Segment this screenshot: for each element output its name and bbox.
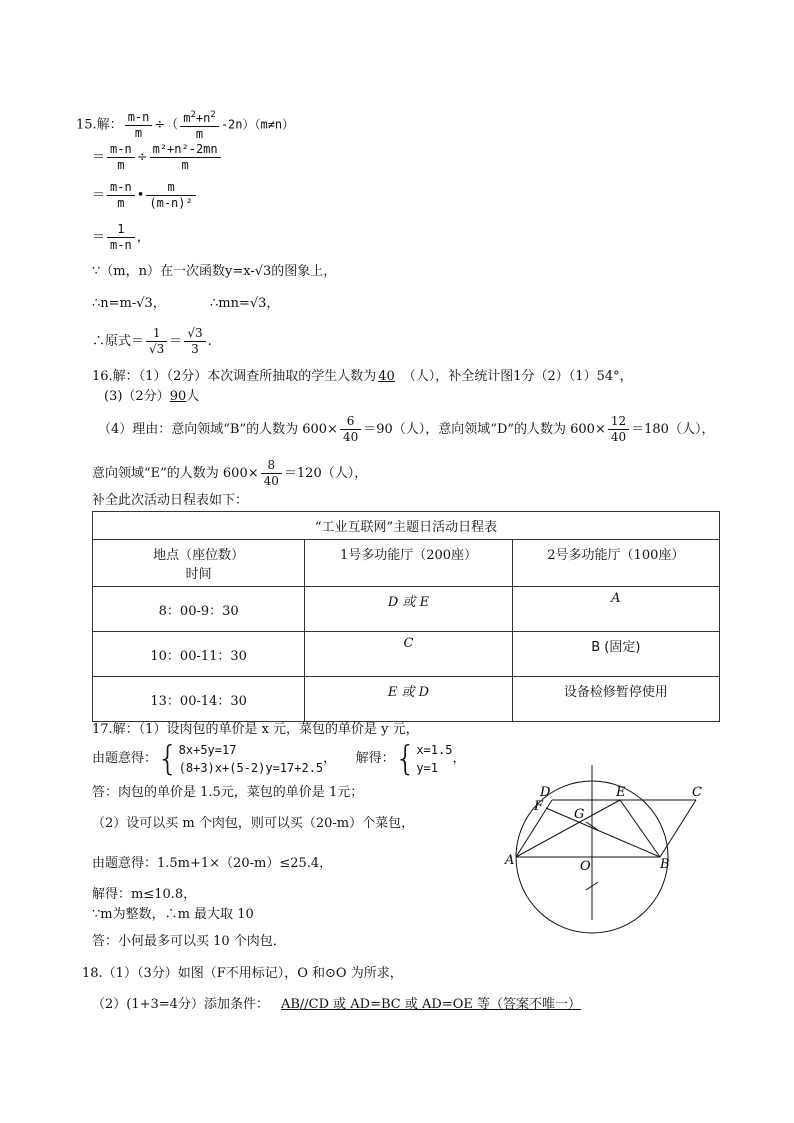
p17-line4: （2）设可以买 m 个肉包，则可以买（20-m）个菜包，: [92, 816, 415, 831]
text: （人），补全统计图1分（2）（1）54°，: [402, 369, 633, 384]
fraction-numerator: 6: [340, 414, 361, 430]
table-cell-time: 8：00-9：30: [93, 587, 305, 632]
fraction: [184, 326, 205, 357]
comma: ，: [452, 751, 466, 766]
fraction: [340, 414, 361, 445]
fraction-numerator: 8: [261, 458, 282, 474]
fraction-numerator: 1: [146, 326, 167, 342]
p16-line1: [92, 368, 633, 386]
fraction-numerator: $m^2+n^2$: [180, 108, 219, 127]
divide-op: ÷: [136, 150, 148, 165]
fraction: [150, 142, 221, 173]
header-cell: 2号多功能厅（100座）: [512, 540, 719, 587]
label-e: E: [616, 785, 626, 800]
fraction-numerator: 1: [107, 222, 135, 238]
table-row: [93, 587, 720, 632]
p15-line7: [92, 326, 212, 357]
p15-line6a: ∴n=m-√3，: [92, 296, 166, 311]
schedule-table: [92, 511, 720, 722]
text: ＝90（人），意向领域“D”的人数为 600×: [363, 422, 606, 437]
p17-line8: 答：小何最多可以买 10 个肉包．: [92, 934, 286, 949]
fraction-denominator: 3: [191, 342, 199, 356]
divide-op: ÷（: [154, 117, 179, 133]
header-label: 时间: [185, 567, 212, 582]
label: ∴原式＝: [92, 334, 145, 349]
p18-line2: [92, 996, 581, 1014]
answer-blank: 40: [378, 369, 395, 384]
label-c: C: [692, 785, 702, 800]
equals: ＝: [92, 150, 106, 165]
num-part: +n: [195, 111, 211, 125]
solution-system: [416, 741, 452, 777]
text: ＝180（人），: [631, 422, 715, 437]
p16-line4: [92, 458, 367, 489]
p15-line6b: ∴mn=√3，: [210, 296, 280, 311]
fraction: [180, 108, 219, 142]
period: .: [207, 334, 212, 349]
p15-head: 15.解：: [76, 117, 123, 133]
p18-line1: 18.（1）（3分）如图（F不用标记），O 和⊙O 为所求，: [82, 966, 403, 981]
p15-line3: [92, 180, 198, 211]
fraction-numerator: m-n: [107, 142, 135, 158]
fraction-numerator: m-n: [125, 110, 153, 126]
fraction-denominator: m-n: [110, 238, 132, 252]
table-row: [93, 632, 720, 677]
label-o: O: [580, 859, 591, 874]
equation-system: [179, 741, 324, 777]
fraction: [146, 180, 195, 211]
label-g: G: [574, 807, 585, 822]
answer-blank: AB//CD 或 AD=BC 或 AD=OE 等（答案不唯一）: [280, 997, 581, 1012]
fraction: [608, 414, 629, 445]
fraction-denominator: m: [195, 127, 204, 141]
answer-blank: 90: [169, 389, 187, 404]
header-cell: 1号多功能厅（200座）: [305, 540, 512, 587]
text: ＝120（人），: [283, 466, 368, 481]
table-cell: B (固定): [512, 632, 719, 677]
equation: y=1: [416, 761, 438, 775]
text: 由题意得：: [92, 751, 158, 766]
text: 16.解：（1）（2分）本次调查所抽取的学生人数为: [92, 369, 377, 384]
fraction-numerator: m²+n²-2mn: [150, 142, 221, 158]
p16-line5: 补全此次活动日程表如下：: [92, 493, 249, 508]
equals: ＝: [92, 188, 106, 203]
table-title: “工业互联网”主题日活动日程表: [93, 512, 720, 540]
equals: ＝: [92, 230, 106, 245]
text: ， 解得：: [323, 751, 395, 766]
fraction-denominator: 40: [342, 430, 359, 444]
header-cell: [93, 540, 305, 587]
fraction-denominator: m: [117, 158, 125, 172]
table-cell: E 或 D: [305, 677, 512, 722]
text: 意向领域“E”的人数为 600×: [92, 466, 259, 481]
p17-line6: 解得：m≤10.8，: [92, 887, 197, 902]
p17-line7: ∵m为整数，∴m 最大取 10: [92, 907, 254, 922]
fraction-numerator: √3: [184, 326, 205, 342]
p17-line3: 答：肉包的单价是 1.5元，菜包的单价是 1元；: [92, 785, 364, 800]
table-cell: 设备检修暂停使用: [512, 677, 719, 722]
table-cell: D 或 E: [305, 587, 512, 632]
p16-line2: [104, 388, 199, 406]
text: （2）(1+3=4分）添加条件：: [92, 997, 269, 1012]
num-part: m: [183, 111, 191, 125]
p16-line3: [98, 414, 714, 445]
fraction: [146, 326, 167, 357]
comma: ，: [136, 230, 150, 245]
p15-line4: [92, 222, 150, 253]
multiply-op: •: [136, 188, 145, 203]
header-label: 地点（座位数）: [153, 548, 245, 563]
fraction-numerator: 12: [608, 414, 629, 430]
fraction: [107, 180, 135, 211]
p17-line1: 17.解：（1）设肉包的单价是 x 元，菜包的单价是 y 元，: [92, 722, 419, 737]
equals: ＝: [169, 334, 183, 349]
table-cell-time: 13：00-14：30: [93, 677, 305, 722]
segment-bc: [660, 800, 696, 857]
fraction-numerator: m: [146, 180, 195, 196]
geometry-figure: [500, 760, 710, 935]
p15-line2: [92, 142, 223, 173]
text: 人: [186, 389, 200, 404]
p17-line2: [92, 741, 465, 777]
fraction-denominator: (m-n)²: [149, 196, 193, 210]
equation: (8+3)x+(5-2)y=17+2.5: [178, 761, 324, 775]
left-brace-icon: {: [157, 739, 179, 779]
p15-line1: [76, 108, 294, 142]
fraction: [125, 110, 153, 141]
fraction-numerator: m-n: [107, 180, 135, 196]
fraction: [107, 142, 135, 173]
expr-tail: -2n）（m≠n）: [220, 117, 295, 132]
fraction: [107, 222, 135, 253]
table-cell-time: 10：00-11：30: [93, 632, 305, 677]
fraction-denominator: m: [181, 158, 189, 172]
segment-ae: [516, 800, 620, 857]
fraction-denominator: m: [117, 196, 125, 210]
left-brace-icon: {: [394, 739, 417, 779]
label-d: D: [540, 785, 551, 800]
table-row: [93, 677, 720, 722]
table-header-row: [93, 540, 720, 587]
equation: 8x+5y=17: [178, 743, 237, 757]
fraction-denominator: m: [134, 125, 143, 140]
equation: x=1.5: [416, 743, 453, 757]
fraction-denominator: 40: [263, 474, 279, 488]
table-cell: C: [305, 632, 512, 677]
label-f: F: [534, 799, 544, 814]
label-b: B: [660, 857, 670, 872]
table-cell: A: [512, 587, 719, 632]
p17-line5: 由题意得：1.5m+1×（20-m）≤25.4，: [92, 856, 333, 871]
text: （4）理由：意向领域“B”的人数为 600×: [98, 422, 338, 437]
fraction-denominator: 40: [610, 430, 627, 444]
fraction-denominator: √3: [149, 342, 165, 356]
p15-line5: ∵（m，n）在一次函数y=x-√3的图象上，: [92, 264, 337, 279]
fraction: [261, 458, 282, 489]
text: (3)（2分）: [104, 389, 170, 404]
table-title-row: [93, 512, 720, 540]
label-a: A: [505, 853, 515, 868]
